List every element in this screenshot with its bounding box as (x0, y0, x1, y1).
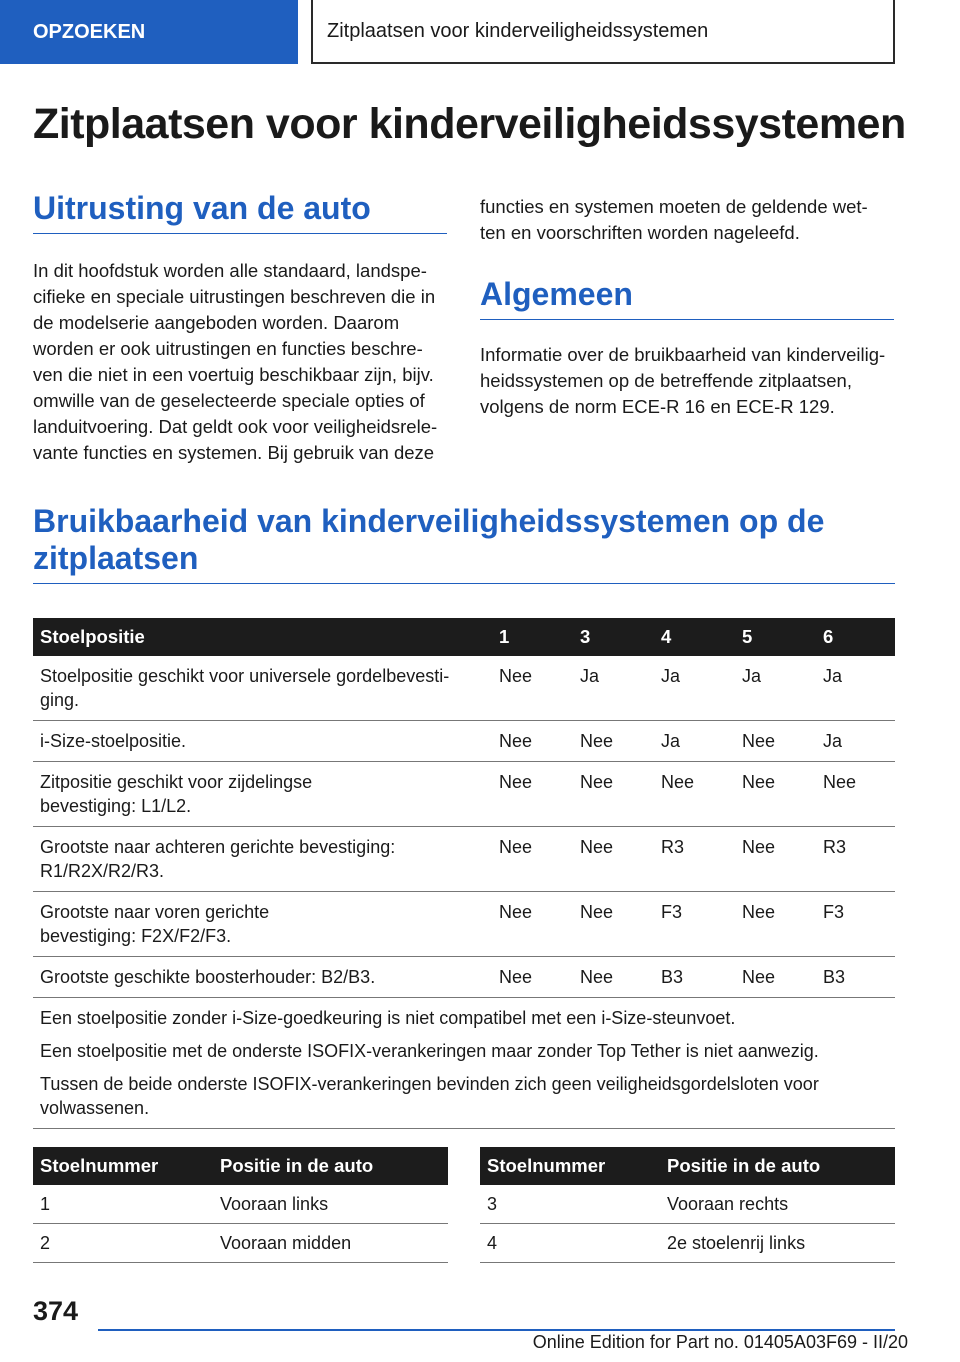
table-cell: Nee (735, 721, 816, 762)
right-column (480, 190, 894, 420)
row-label: Grootste geschikte boosterhouder: B2/B3. (33, 957, 492, 998)
seat-number-table-left (33, 1147, 448, 1263)
table-cell: Vooraan links (213, 1185, 448, 1224)
table-cell: Ja (735, 656, 816, 721)
row-label: i-Size-stoelpositie. (33, 721, 492, 762)
table-cell: Nee (492, 892, 573, 957)
table-cell: Nee (492, 762, 573, 827)
edition-text: Online Edition for Part no. 01405A03F69 - II/20 (532, 1332, 908, 1352)
table-cell: Ja (654, 656, 735, 721)
note-text: Tussen de beide onderste ISOFIX-verankeringen bevinden zich geen veiligheidsgordelsloten voor volwassenen. (40, 1074, 819, 1118)
table-cell: Nee (816, 762, 895, 827)
header-seat-3: 3 (573, 618, 654, 656)
table-row (33, 656, 895, 721)
row-label: Zitpositie geschikt voor zijdelingse bevestiging: L1/L2. (33, 762, 492, 827)
header-seat-position: Stoelpositie (33, 618, 492, 656)
left-column (33, 190, 447, 466)
seat-number-table-right (480, 1147, 895, 1263)
table-cell: Nee (573, 762, 654, 827)
table-cell: Nee (492, 721, 573, 762)
note-text: Een stoelpositie met de onderste ISOFIX-verankeringen maar zonder Top Tether is niet aanwezig. (40, 1041, 819, 1061)
table-cell: Nee (735, 762, 816, 827)
lookup-tab[interactable]: OPZOEKEN (0, 0, 298, 64)
table-cell: Vooraan rechts (660, 1185, 895, 1224)
table-cell: Nee (654, 762, 735, 827)
table-cell: B3 (654, 957, 735, 998)
table-cell: 2e stoelenrij links (660, 1224, 895, 1263)
equipment-text-continued: functies en systemen moeten de geldende wet- ten en voorschriften worden nageleefd. (480, 196, 868, 243)
table-row (33, 957, 895, 998)
table-cell: B3 (816, 957, 895, 998)
table-cell: R3 (654, 827, 735, 892)
table-cell: Nee (492, 957, 573, 998)
table-cell: 4 (480, 1224, 660, 1263)
general-text: Informatie over de bruikbaarheid van kinderveilig- heidssystemen op de betreffende zitplaatsen, volgens de norm ECE-R 16 en ECE-R 129. (480, 344, 886, 417)
header-position: Positie in de auto (660, 1147, 895, 1185)
header-seat-4: 4 (654, 618, 735, 656)
equipment-text: In dit hoofdstuk worden alle standaard, landspe- cifieke en speciale uitrustingen beschreven die in de modelserie aangeboden worden. Daarom worden er ook uitrustingen en functies beschre- ven die niet in een voertuig beschikbaar zijn, bijv. omwille van de geselecteerde speciale opties of landuitvoering. Dat geldt ook voor veiligheidsrele- vante functies en systemen. Bij gebruik van deze (33, 260, 438, 463)
header-seat-5: 5 (735, 618, 816, 656)
table-cell: Nee (735, 957, 816, 998)
header-seat-number: Stoelnummer (33, 1147, 213, 1185)
table-row (33, 1224, 448, 1263)
row-label: Stoelpositie geschikt voor universele gordelbevesti- ging. (33, 656, 492, 721)
table-cell: Nee (573, 721, 654, 762)
table-cell: Nee (573, 957, 654, 998)
table-row (480, 1185, 895, 1224)
table-cell: Ja (816, 721, 895, 762)
table-header-row (480, 1147, 895, 1185)
table-row (480, 1224, 895, 1263)
general-heading: Algemeen (480, 276, 894, 320)
usability-heading: Bruikbaarheid van kinderveiligheidssystemen op de zitplaatsen (33, 503, 895, 584)
table-cell: Nee (492, 827, 573, 892)
table-row (33, 827, 895, 892)
table-row (33, 721, 895, 762)
table-cell: Nee (573, 892, 654, 957)
header-position: Positie in de auto (213, 1147, 448, 1185)
seat-usability-table (33, 618, 895, 1129)
header-seat-1: 1 (492, 618, 573, 656)
table-row (33, 892, 895, 957)
page-number: 374 (33, 1296, 79, 1326)
row-label: Grootste naar achteren gerichte bevestiging: R1/R2X/R2/R3. (33, 827, 492, 892)
table-cell: Ja (573, 656, 654, 721)
table-cell: F3 (816, 892, 895, 957)
table-cell: 3 (480, 1185, 660, 1224)
header-seat-6: 6 (816, 618, 895, 656)
footer-divider (98, 1329, 895, 1331)
row-label: Grootste naar voren gerichte bevestiging: F2X/F2/F3. (33, 892, 492, 957)
table-cell: Nee (735, 827, 816, 892)
table-notes-row (33, 998, 895, 1129)
note-text: Een stoelpositie zonder i-Size-goedkeuring is niet compatibel met een i-Size-steunvoet. (40, 1008, 736, 1028)
page-title: Zitplaatsen voor kinderveiligheidssystemen (33, 100, 906, 148)
table-cell: 2 (33, 1224, 213, 1263)
table-cell: Nee (492, 656, 573, 721)
table-row (33, 762, 895, 827)
table-cell: R3 (816, 827, 895, 892)
table-cell: 1 (33, 1185, 213, 1224)
table-header-row (33, 1147, 448, 1185)
equipment-heading: Uitrusting van de auto (33, 190, 447, 234)
table-row (33, 1185, 448, 1224)
table-header-row (33, 618, 895, 656)
table-notes (33, 998, 895, 1129)
chapter-tab[interactable]: Zitplaatsen voor kinderveiligheidssystemen (311, 0, 895, 64)
table-cell: F3 (654, 892, 735, 957)
table-cell: Ja (654, 721, 735, 762)
table-cell: Ja (816, 656, 895, 721)
table-cell: Nee (735, 892, 816, 957)
table-cell: Vooraan midden (213, 1224, 448, 1263)
header-seat-number: Stoelnummer (480, 1147, 660, 1185)
top-bar (0, 0, 960, 66)
table-cell: Nee (573, 827, 654, 892)
